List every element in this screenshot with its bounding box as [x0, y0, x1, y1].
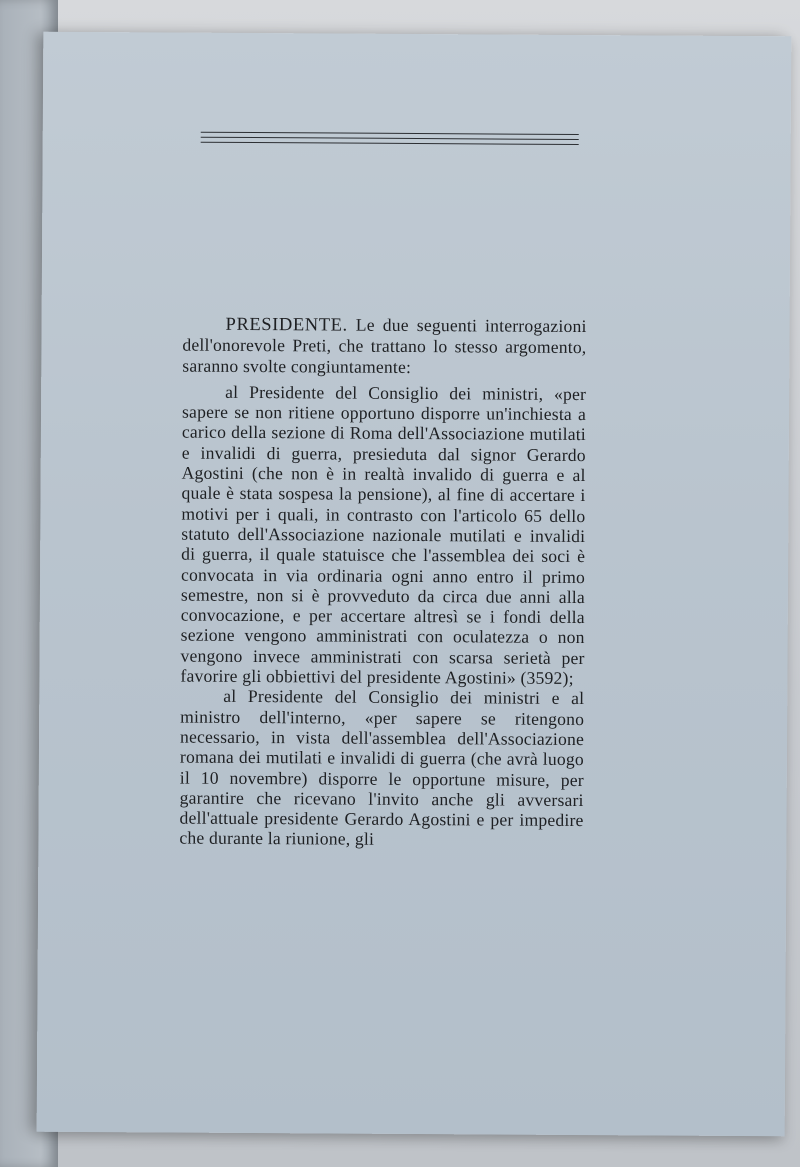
intro-text: Le due seguenti interrogazioni dell'onorevole Preti, che trattano lo stesso argomento, saranno svolte congiuntamente:	[182, 314, 587, 377]
speaker-label: PRESIDENTE.	[225, 314, 348, 336]
interrogation-1: al Presidente del Consiglio dei ministri, «per sapere se non ritiene opportuno disporre un'inchiesta a carico della sezione di Roma dell'Associazione mutilati e invalidi di guerra, presieduta dal signor Gerardo Agostini (che non è in realtà invalido di guerra e al quale è stata sospesa la pensione), al fine di accertare i motivi per i quali, in contrasto con l'articolo 65 dello statuto dell'Associazione nazionale mutilati e invalidi di guerra, il quale statuisce che l'assemblea dei soci è convocata in via ordinaria ogni anno entro il primo semestre, non si è provveduto da circa due anni alla convocazione, e per accertare altresì se i fondi della sezione vengono amministrati con oculatezza o non vengono invece amministrati con scarsa serietà per favorire gli obbiettivi del presidente Agostini» (3592);	[180, 381, 587, 689]
interrogation-2: al Presidente del Consiglio dei ministri e al ministro dell'interno, «per sapere se ritengono necessario, in vista dell'assemblea dell'Associazione romana dei mutilati e invalidi di guerra (che avrà luogo il 10 novembre) disporre le opportune misure, per garantire che ricevano l'invito anche gli avversari dell'attuale presidente Gerardo Agostini e per impedire che durante la riunione, gli	[179, 686, 585, 850]
document-body	[179, 314, 586, 851]
header-rule-bottom	[201, 142, 579, 145]
intro-paragraph	[182, 314, 586, 378]
document-page	[37, 32, 792, 1137]
header-rule-middle	[201, 137, 579, 140]
header-rule-top	[201, 132, 579, 135]
